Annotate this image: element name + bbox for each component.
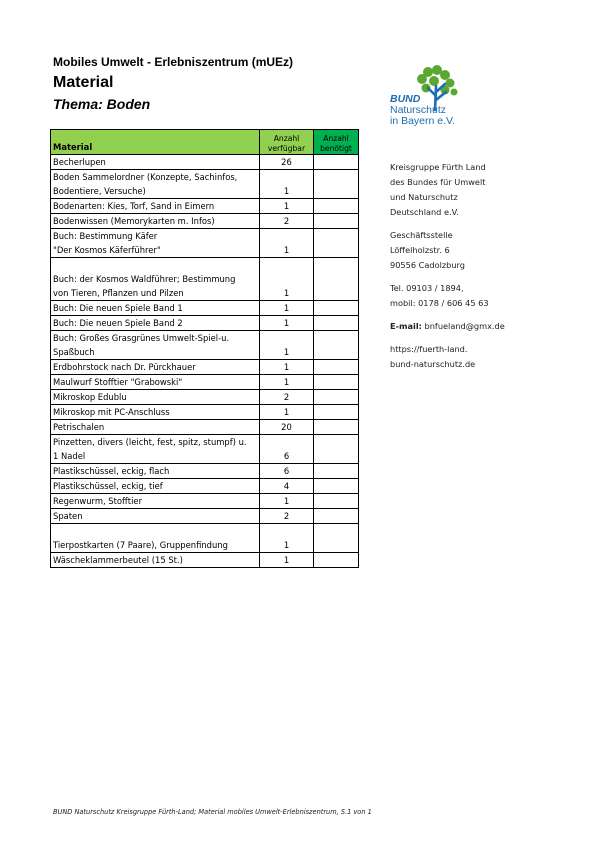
header-available: Anzahl verfügbar [260, 130, 314, 155]
material-line: Becherlupen [53, 157, 106, 167]
contact-line: mobil: 0178 / 606 45 63 [390, 298, 489, 308]
material-line: Bodentiere, Versuche) [53, 186, 146, 196]
available-count-cell: 1 [260, 553, 314, 568]
table-row [51, 405, 359, 420]
material-cell [51, 509, 260, 524]
contact-line: und Naturschutz [390, 192, 458, 202]
material-cell [51, 524, 260, 553]
available-count-cell: 1 [260, 316, 314, 331]
available-count-cell: 1 [260, 494, 314, 509]
available-count-cell: 20 [260, 420, 314, 435]
material-line: Boden Sammelordner (Konzepte, Sachinfos, [53, 172, 238, 182]
table-row [51, 155, 359, 170]
material-line: Buch: Großes Grasgrünes Umwelt-Spiel-u. [53, 333, 230, 343]
email-label: E-mail: [390, 321, 422, 331]
needed-count-cell[interactable] [314, 420, 359, 435]
material-cell [51, 390, 260, 405]
needed-count-cell[interactable] [314, 405, 359, 420]
material-cell [51, 170, 260, 199]
material-cell [51, 375, 260, 390]
available-count-cell: 1 [260, 331, 314, 360]
contact-phone [390, 281, 505, 311]
material-line: Regenwurm, Stofftier [53, 496, 143, 506]
material-cell [51, 214, 260, 229]
contact-line: Tel. 09103 / 1894, [390, 283, 464, 293]
available-count-cell: 6 [260, 435, 314, 464]
table-row [51, 390, 359, 405]
material-line: "Der Kosmos Käferführer" [53, 245, 161, 255]
table-row [51, 553, 359, 568]
organization-title: Mobiles Umwelt - Erlebniszentrum (mUEz) [53, 55, 294, 69]
table-row [51, 494, 359, 509]
material-cell [51, 494, 260, 509]
material-line: Bodenarten: Kies, Torf, Sand in Eimern [53, 201, 215, 211]
material-line [53, 524, 257, 538]
table-row [51, 199, 359, 214]
table-row [51, 360, 359, 375]
material-cell [51, 360, 260, 375]
available-count-cell: 1 [260, 360, 314, 375]
material-cell [51, 435, 260, 464]
table-body [51, 155, 359, 568]
needed-count-cell[interactable] [314, 258, 359, 301]
material-line: Wäscheklammerbeutel (15 St.) [53, 555, 183, 565]
table-row [51, 301, 359, 316]
table-row [51, 170, 359, 199]
contact-line: bund-naturschutz.de [390, 359, 476, 369]
table-row [51, 375, 359, 390]
material-line: 1 Nadel [53, 451, 86, 461]
material-line: Bodenwissen (Memorykarten m. Infos) [53, 216, 215, 226]
material-cell [51, 316, 260, 331]
contact-line: 90556 Cadolzburg [390, 260, 465, 270]
available-count-cell: 26 [260, 155, 314, 170]
available-count-cell: 1 [260, 170, 314, 199]
table-row [51, 464, 359, 479]
page-title: Material [53, 74, 114, 91]
available-count-cell: 1 [260, 258, 314, 301]
needed-count-cell[interactable] [314, 464, 359, 479]
needed-count-cell[interactable] [314, 316, 359, 331]
contact-org [390, 160, 505, 220]
contact-website[interactable] [390, 342, 505, 372]
table-row [51, 524, 359, 553]
material-line: Erdbohrstock nach Dr. Pürckhauer [53, 362, 196, 372]
material-line: Plastikschüssel, eckig, flach [53, 466, 170, 476]
contact-email-row [390, 319, 505, 334]
material-cell [51, 405, 260, 420]
needed-count-cell[interactable] [314, 553, 359, 568]
available-count-cell: 1 [260, 301, 314, 316]
material-line: Buch: Die neuen Spiele Band 1 [53, 303, 183, 313]
material-cell [51, 199, 260, 214]
material-line: von Tieren, Pflanzen und Pilzen [53, 288, 184, 298]
available-count-cell: 1 [260, 375, 314, 390]
material-line: Buch: der Kosmos Waldführer; Bestimmung [53, 274, 236, 284]
contact-address [390, 228, 505, 273]
needed-count-cell[interactable] [314, 360, 359, 375]
available-count-cell: 6 [260, 464, 314, 479]
material-cell [51, 464, 260, 479]
needed-count-cell[interactable] [314, 375, 359, 390]
needed-count-cell[interactable] [314, 155, 359, 170]
material-line [53, 258, 257, 272]
email-address[interactable]: bnfueland@gmx.de [424, 321, 505, 331]
material-cell [51, 331, 260, 360]
needed-count-cell[interactable] [314, 479, 359, 494]
header-material: Material [51, 130, 260, 155]
needed-count-cell[interactable] [314, 494, 359, 509]
material-line: Pinzetten, divers (leicht, fest, spitz, stumpf) u. [53, 437, 247, 447]
material-line: Mikroskop Edublu [53, 392, 127, 402]
material-line: Mikroskop mit PC-Anschluss [53, 407, 170, 417]
material-cell [51, 479, 260, 494]
table-row [51, 229, 359, 258]
contact-line: des Bundes für Umwelt [390, 177, 486, 187]
theme-subtitle: Thema: Boden [53, 96, 151, 112]
available-count-cell: 1 [260, 405, 314, 420]
material-line: Buch: Bestimmung Käfer [53, 231, 158, 241]
table-row [51, 331, 359, 360]
available-count-cell: 1 [260, 229, 314, 258]
contact-line: Deutschland e.V. [390, 207, 459, 217]
material-cell [51, 258, 260, 301]
available-count-cell: 4 [260, 479, 314, 494]
available-count-cell: 2 [260, 214, 314, 229]
table-row [51, 316, 359, 331]
available-count-cell: 1 [260, 199, 314, 214]
contact-line: Geschäftsstelle [390, 230, 453, 240]
table-row [51, 479, 359, 494]
needed-count-cell[interactable] [314, 509, 359, 524]
table-row [51, 258, 359, 301]
available-count-cell: 1 [260, 524, 314, 553]
available-count-cell: 2 [260, 509, 314, 524]
needed-count-cell[interactable] [314, 331, 359, 360]
logo-line-bayern: in Bayern e.V. [390, 115, 455, 127]
needed-count-cell[interactable] [314, 170, 359, 199]
needed-count-cell[interactable] [314, 524, 359, 553]
table-header-row [51, 130, 359, 155]
material-cell [51, 553, 260, 568]
material-cell [51, 155, 260, 170]
material-line: Spaten [53, 511, 83, 521]
contact-line: https://fuerth-land. [390, 344, 468, 354]
page-footer: BUND Naturschutz Kreisgruppe Fürth-Land; Material mobiles Umwelt-Erlebniszentrum, S.1 von 1 [53, 808, 372, 816]
contact-line: Kreisgruppe Fürth Land [390, 162, 486, 172]
table-row [51, 435, 359, 464]
needed-count-cell[interactable] [314, 301, 359, 316]
table-row [51, 509, 359, 524]
material-table [50, 129, 359, 568]
material-cell [51, 229, 260, 258]
material-line: Petrischalen [53, 422, 105, 432]
material-line: Spaßbuch [53, 347, 95, 357]
needed-count-cell[interactable] [314, 390, 359, 405]
needed-count-cell[interactable] [314, 435, 359, 464]
logo-line-naturschutz: Naturschutz [390, 104, 447, 116]
header-needed: Anzahl benötigt [314, 130, 359, 155]
table-row [51, 214, 359, 229]
material-cell [51, 301, 260, 316]
material-line: Tierpostkarten (7 Paare), Gruppenfindung [53, 540, 228, 550]
table-row [51, 420, 359, 435]
available-count-cell: 2 [260, 390, 314, 405]
needed-count-cell[interactable] [314, 229, 359, 258]
material-cell [51, 420, 260, 435]
contact-line: Löffelholzstr. 6 [390, 245, 450, 255]
contact-block [390, 160, 505, 372]
needed-count-cell[interactable] [314, 199, 359, 214]
needed-count-cell[interactable] [314, 214, 359, 229]
material-line: Plastikschüssel, eckig, tief [53, 481, 163, 491]
logo-line-bund: BUND [390, 93, 421, 105]
material-line: Buch: Die neuen Spiele Band 2 [53, 318, 183, 328]
bund-logo-text [390, 94, 480, 127]
material-line: Maulwurf Stofftier "Grabowski" [53, 377, 183, 387]
